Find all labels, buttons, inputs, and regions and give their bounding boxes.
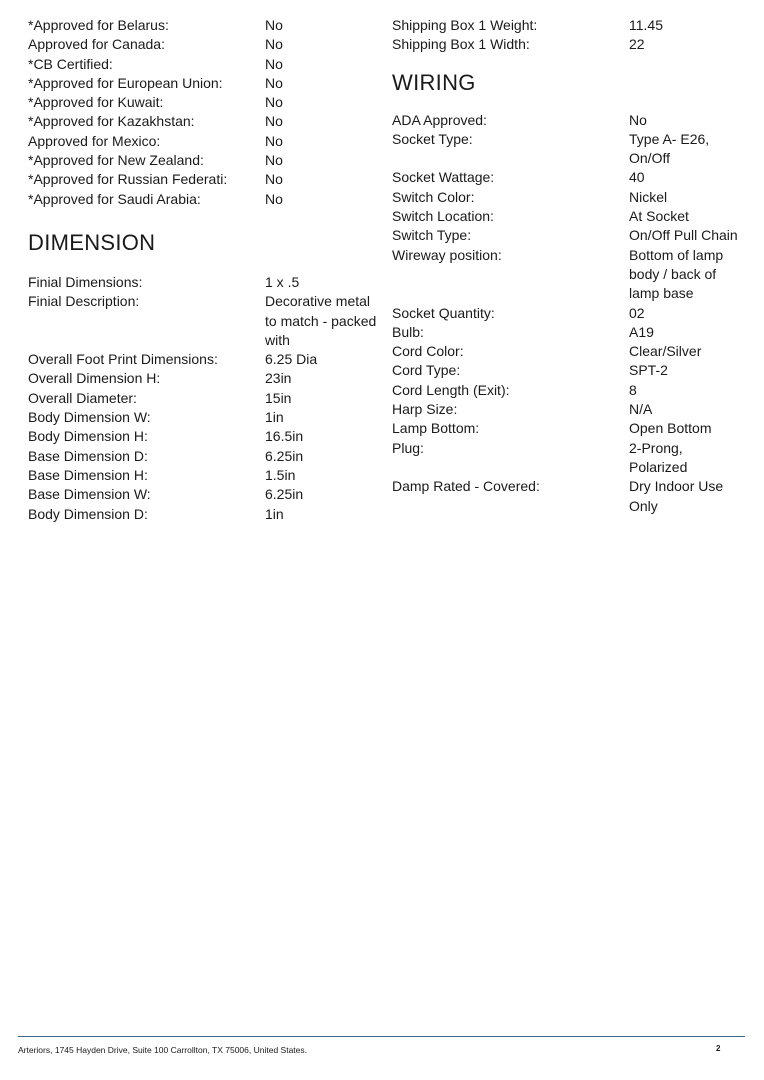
spec-label: Wireway position: (392, 246, 502, 263)
spec-row (28, 273, 380, 292)
spec-row (392, 419, 744, 438)
spec-row (392, 439, 744, 478)
spec-label: *CB Certified: (28, 55, 113, 72)
spec-row (28, 55, 380, 74)
spec-row (28, 74, 380, 93)
spec-value: No (265, 132, 283, 149)
spec-value: No (629, 111, 647, 128)
right-column (392, 16, 744, 516)
spec-row (28, 408, 380, 427)
spec-value: No (265, 74, 283, 91)
spec-label: *Approved for New Zealand: (28, 152, 204, 169)
spec-label: Harp Size: (392, 401, 458, 418)
spec-row (392, 226, 744, 245)
spec-label: *Approved for Kuwait: (28, 94, 164, 111)
spec-row (392, 111, 744, 130)
spec-label: Cord Length (Exit): (392, 381, 510, 398)
spec-label: Bulb: (392, 323, 424, 340)
spec-label: Socket Wattage: (392, 169, 495, 186)
spec-value: 15in (265, 389, 292, 406)
spec-label: Body Dimension H: (28, 428, 148, 445)
spec-value: On/Off Pull Chain (629, 227, 738, 244)
spec-row (28, 505, 380, 524)
spec-label: Plug: (392, 439, 424, 456)
spec-row (28, 132, 380, 151)
spec-label: *Approved for European Union: (28, 74, 223, 91)
spec-row (392, 477, 744, 516)
spec-label: Lamp Bottom: (392, 420, 480, 437)
spec-row (28, 447, 380, 466)
spec-row (392, 400, 744, 419)
spec-label: Overall Dimension H: (28, 370, 161, 387)
spec-row (28, 35, 380, 54)
dimension-heading: DIMENSION (28, 229, 156, 255)
spec-row (28, 389, 380, 408)
spec-label: Overall Diameter: (28, 389, 137, 406)
spec-label: Switch Location: (392, 208, 494, 225)
spec-value: 23in (265, 370, 292, 387)
spec-label: Damp Rated - Covered: (392, 478, 540, 495)
spec-row (28, 485, 380, 504)
shipping-list (392, 16, 744, 55)
wiring-heading: WIRING (392, 69, 476, 95)
spec-value: No (265, 171, 283, 188)
spec-value: Dry Indoor Use Only (629, 478, 724, 514)
wiring-list (392, 111, 744, 516)
spec-value: 6.25in (265, 447, 304, 464)
spec-row (28, 170, 380, 189)
spec-row (28, 151, 380, 170)
spec-label: Body Dimension D: (28, 505, 148, 522)
spec-label: ADA Approved: (392, 111, 487, 128)
spec-label: Cord Color: (392, 343, 464, 360)
spec-label: Overall Foot Print Dimensions: (28, 351, 218, 368)
spec-row (28, 16, 380, 35)
spec-value: Bottom of lamp body / back of lamp base (629, 246, 724, 302)
spec-row (392, 130, 744, 169)
footer-divider (18, 1036, 745, 1037)
spec-label: Approved for Mexico: (28, 132, 161, 149)
spec-row (392, 246, 744, 304)
spec-row (28, 350, 380, 369)
spec-row (392, 16, 744, 35)
spec-value: 11.45 (629, 17, 663, 33)
spec-label: *Approved for Belarus: (28, 17, 169, 33)
spec-value: 1 x .5 (265, 273, 300, 290)
spec-value: 02 (629, 304, 645, 321)
spec-value: 2-Prong, Polarized (629, 439, 688, 475)
spec-value: Type A- E26, On/Off (629, 130, 710, 167)
spec-value: Open Bottom (629, 420, 712, 437)
spec-value: No (265, 113, 283, 130)
spec-row (28, 292, 380, 350)
spec-value: 8 (629, 381, 637, 398)
spec-label: Cord Type: (392, 362, 461, 379)
spec-label: Socket Quantity: (392, 304, 495, 321)
spec-value: 22 (629, 36, 645, 53)
spec-value: N/A (629, 401, 653, 418)
page-number: 2 (716, 1044, 721, 1053)
spec-value: A19 (629, 323, 654, 340)
spec-row (28, 369, 380, 388)
spec-value: No (265, 94, 283, 111)
spec-label: Base Dimension W: (28, 486, 151, 503)
spec-label: *Approved for Russian Federati: (28, 171, 228, 188)
spec-label: Base Dimension D: (28, 447, 148, 464)
spec-label: Shipping Box 1 Width: (392, 36, 530, 53)
spec-label: Shipping Box 1 Weight: (392, 17, 538, 33)
spec-value: Decorative metal to match - packed with (265, 293, 377, 348)
footer-address: Arteriors, 1745 Hayden Drive, Suite 100 Carrollton, TX 75006, United States. (18, 1045, 307, 1055)
spec-row (392, 304, 744, 323)
spec-value: 6.25 Dia (265, 351, 318, 368)
spec-value: Nickel (629, 188, 668, 205)
spec-label: *Approved for Kazakhstan: (28, 113, 195, 130)
approvals-list (28, 16, 380, 209)
spec-label: Finial Description: (28, 293, 140, 310)
dimension-list (28, 273, 380, 524)
spec-row (28, 190, 380, 209)
spec-row (392, 342, 744, 361)
spec-row (392, 207, 744, 226)
spec-label: Switch Type: (392, 227, 472, 244)
spec-row (392, 361, 744, 380)
spec-value: 1.5in (265, 466, 296, 483)
spec-value: Clear/Silver (629, 343, 702, 360)
spec-row (392, 168, 744, 187)
spec-value: 6.25in (265, 486, 304, 503)
spec-value: 16.5in (265, 428, 304, 445)
spec-label: Finial Dimensions: (28, 273, 143, 290)
left-column (28, 16, 380, 524)
spec-value: 40 (629, 169, 645, 186)
spec-row (28, 466, 380, 485)
spec-row (28, 93, 380, 112)
spec-row (392, 381, 744, 400)
spec-label: Body Dimension W: (28, 409, 151, 426)
spec-row (392, 188, 744, 207)
spec-value: No (265, 55, 283, 72)
spec-value: At Socket (629, 208, 689, 225)
spec-row (392, 323, 744, 342)
spec-value: SPT-2 (629, 362, 668, 379)
spec-value: No (265, 152, 283, 169)
spec-value: 1in (265, 505, 284, 522)
spec-value: No (265, 17, 283, 33)
spec-value: No (265, 190, 283, 207)
spec-row (28, 427, 380, 446)
spec-label: Approved for Canada: (28, 36, 165, 53)
spec-label: Base Dimension H: (28, 466, 148, 483)
spec-label: *Approved for Saudi Arabia: (28, 190, 201, 207)
spec-label: Switch Color: (392, 188, 475, 205)
spec-value: 1in (265, 409, 284, 426)
spec-value: No (265, 36, 283, 53)
spec-row (28, 112, 380, 131)
spec-row (392, 35, 744, 54)
spec-label: Socket Type: (392, 130, 473, 147)
